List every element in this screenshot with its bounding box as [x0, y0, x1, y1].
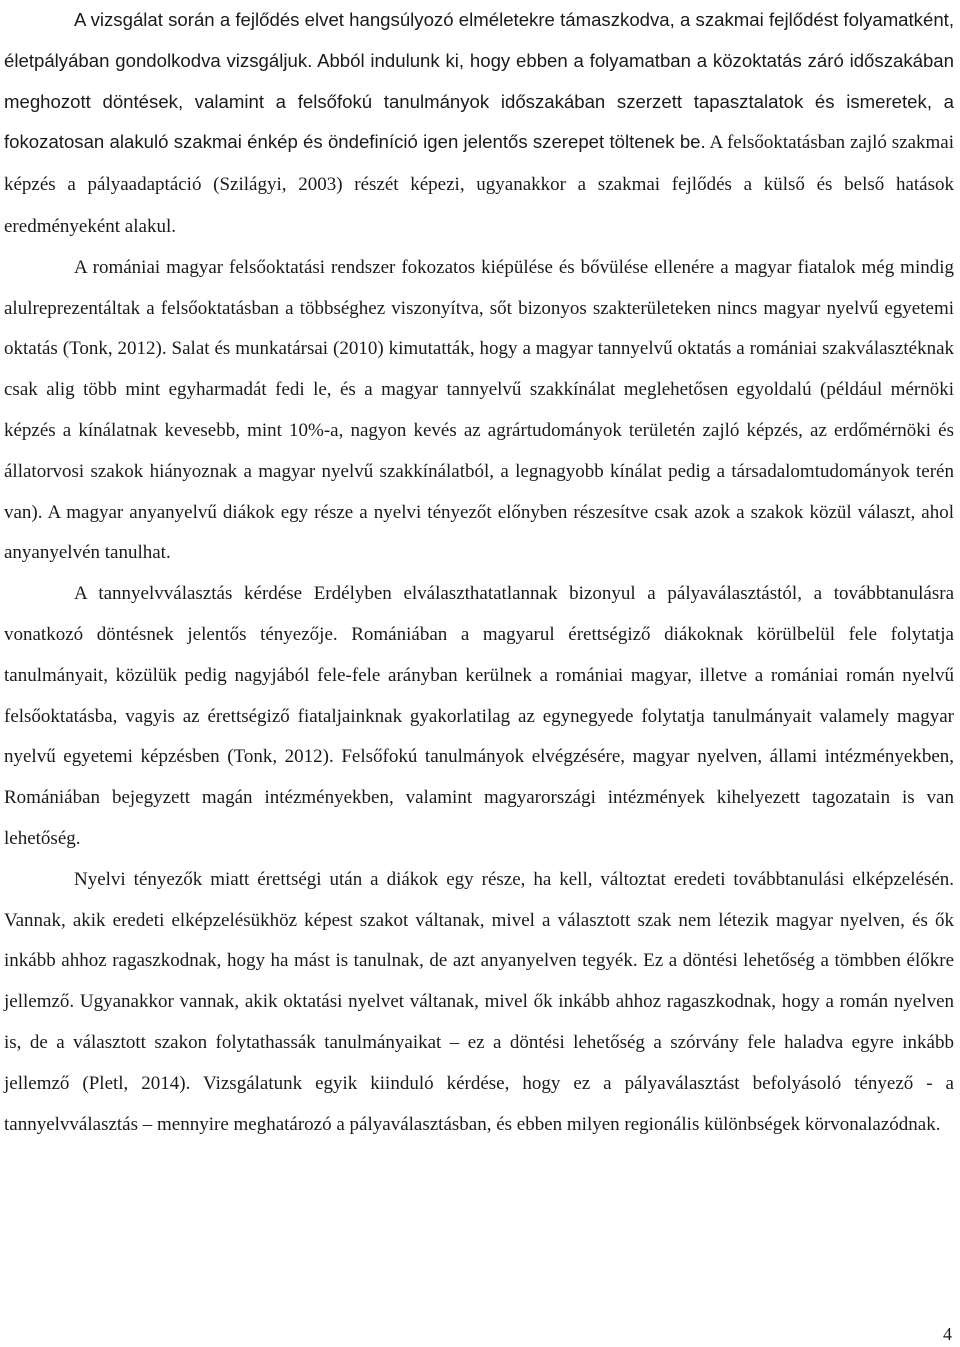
paragraph-3: A tannyelvválasztás kérdése Erdélyben elválaszthatatlannak bizonyul a pályaválasztástól, a továbbtanulásra vonatkozó döntésnek jelentős tényezője. Romániában a magyarul érettségiző diákoknak körülbelül fele folytatja tanulmányait, közülük pedig nagyjából fele-fele arányban kerülnek a romániai magyar, illetve a romániai román nyelvű felsőoktatásba, vagyis az érettségiző fiataljainknak gyakorlatilag az egynegyede folytatja tanulmányait valamely magyar nyelvű egyetemi képzésben (Tonk, 2012). Felsőfokú tanulmányok elvégzésére, magyar nyelven, állami intézményekben, Romániában bejegyzett magán intézményekben, valamint magyarországi intézmények kihelyezett tagozatain is van lehetőség. [4, 583, 954, 849]
paragraph-1 [4, 0, 954, 248]
page-number: 4 [943, 1324, 952, 1344]
paragraph-1-part-b: A felsőoktatásban zajló szakmai képzés a pályaadaptáció (Szilágyi, 2003) részét képezi, ugyanakkor a szakmai fejlődés a külső és belső hatások eredményeként alakul. [4, 132, 954, 237]
paragraph-2: A romániai magyar felsőoktatási rendszer fokozatos kiépülése és bővülése ellenére a magyar fiatalok még mindig alulreprezentáltak a felsőoktatásban a többséghez viszonyítva, sőt bizonyos szakterületeken nincs magyar nyelvű egyetemi oktatás (Tonk, 2012). Salat és munkatársai (2010) kimutatták, hogy a magyar tannyelvű oktatás a romániai szakválasztéknak csak alig több mint egyharmadát fedi le, és a magyar tannyelvű szakkínálat meglehetősen egyoldalú (például mérnöki képzés a kínálatnak kevesebb, mint 10%-a, nagyon kevés az agrártudományok területén zajló képzés, az erdőmérnöki és állatorvosi szakok hiányoznak a magyar nyelvű szakkínálatból, a legnagyobb kínálat pedig a társadalomtudományok terén van). A magyar anyanyelvű diákok egy része a nyelvi tényezőt előnyben részesítve csak azok a szakok közül választ, ahol anyanyelvén tanulhat. [4, 256, 954, 564]
paragraph-4: Nyelvi tényezők miatt érettségi után a diákok egy része, ha kell, változtat eredeti továbbtanulási elképzelésén. Vannak, akik eredeti elképzelésükhöz képest szakot váltanak, mivel a választott szak nem létezik magyar nyelven, és ők inkább ahhoz ragaszkodnak, hogy ha mást is tanulnak, de azt anyanyelven tegyék. Ez a döntési lehetőség a tömbben élőkre jellemző. Ugyanakkor vannak, akik oktatási nyelvet váltanak, mivel ők inkább ahhoz ragaszkodnak, hogy a román nyelven is, de a választott szakon folytathassák tanulmányaikat – ez a döntési lehetőség a szórvány fele haladva egyre inkább jellemző (Pletl, 2014). Vizsgálatunk egyik kiinduló kérdése, hogy ez a pályaválasztást befolyásoló tényező - a tannyelvválasztás – mennyire meghatározó a pályaválasztásban, és ebben milyen regionális különbségek körvonalazódnak. [4, 868, 954, 1135]
paragraph-1-part-a: A vizsgálat során a fejlődés elvet hangsúlyozó elméletekre támaszkodva, a szakmai fejlődést folyamatként, életpályában gondolkodva vizsgáljuk. Abból indulunk ki, hogy ebben a folyamatban a közoktatás záró időszakában meghozott döntések, valamint a felsőfokú tanulmányok időszakában szerzett tapasztalatok és ismeretek, a fokozatosan alakuló szakmai énkép és öndefiníció igen jelentős szerepet töltenek be. [4, 9, 954, 153]
